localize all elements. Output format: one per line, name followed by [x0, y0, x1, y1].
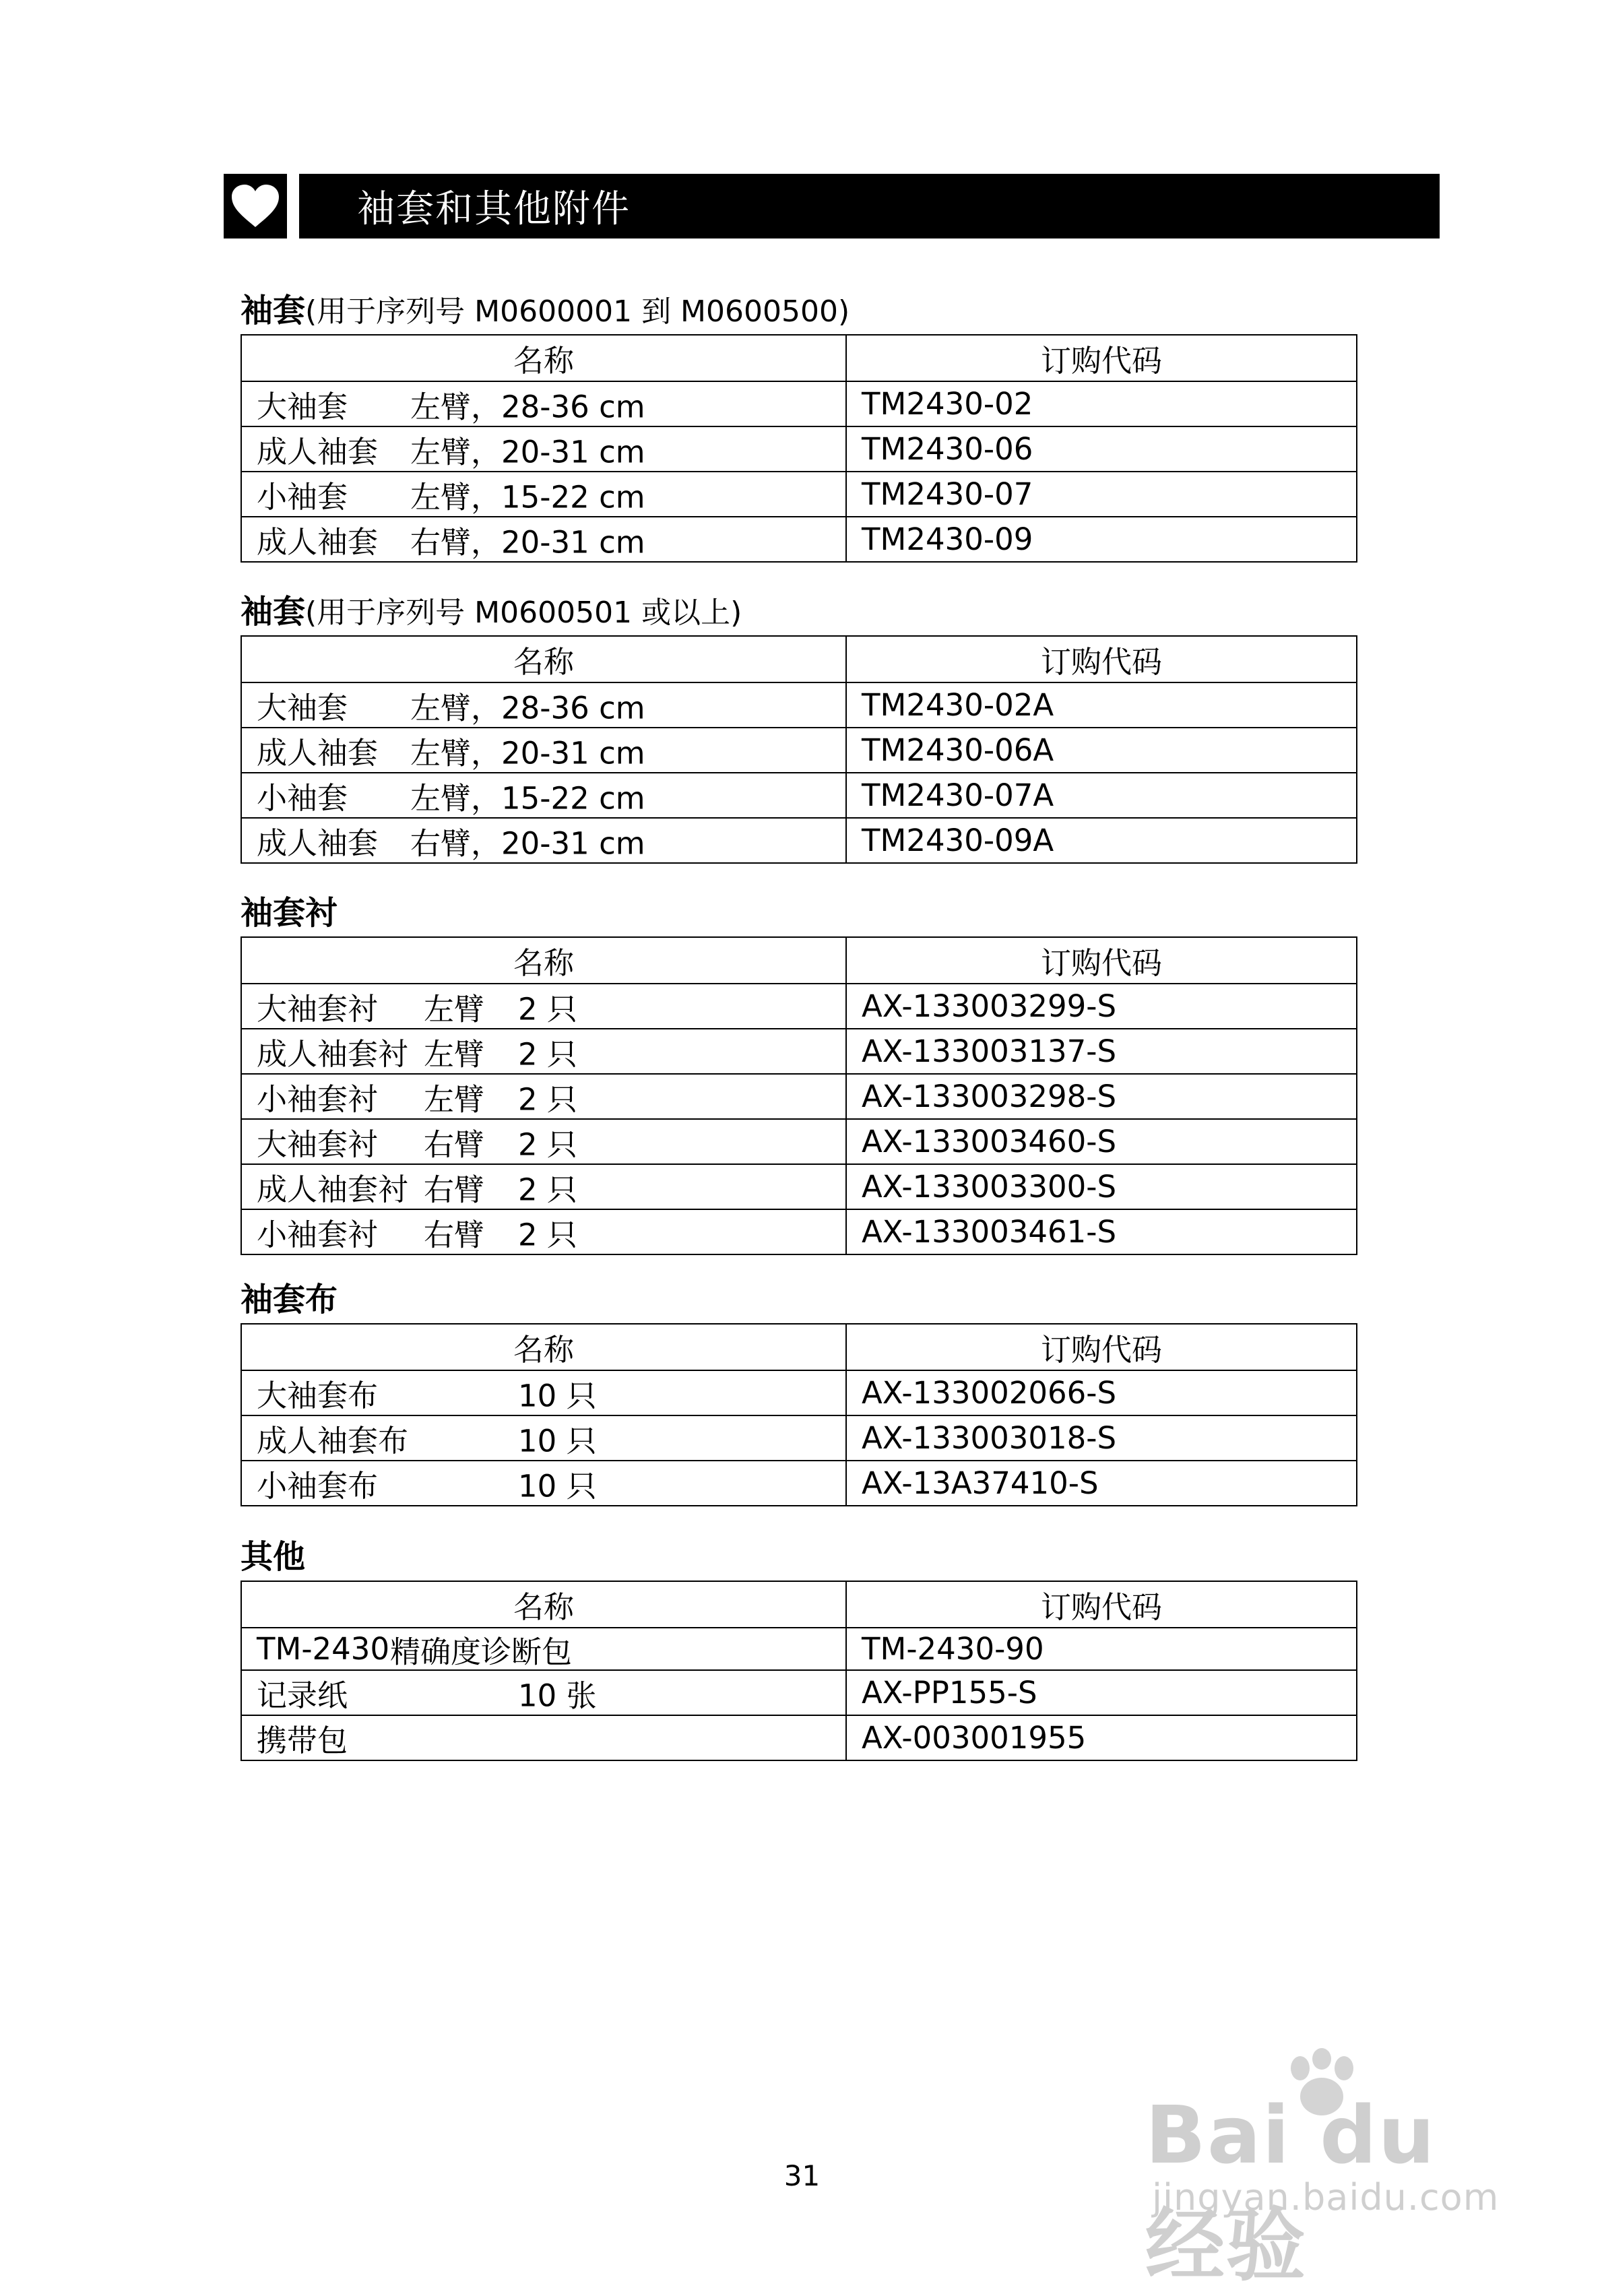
section-heading [224, 174, 1440, 238]
item-name-cell [241, 728, 846, 773]
item-name-cell [241, 1370, 846, 1415]
item-spec: 右臂 [424, 1126, 485, 1162]
order-code-cell: TM2430-02A [846, 682, 1357, 728]
table-row [241, 426, 1357, 472]
table-row [241, 1628, 1357, 1670]
item-spec: 左臂，15-22 cm [410, 479, 645, 515]
item-name: 成人袖套布 [257, 1423, 409, 1459]
item-spec: 左臂 [424, 991, 485, 1027]
item-quantity: 10 张 [518, 1678, 597, 1713]
item-quantity: 10 只 [518, 1423, 597, 1459]
item-name-cell [241, 472, 846, 517]
item-name: 大袖套布 [257, 1378, 379, 1413]
item-spec: 左臂 [424, 1081, 485, 1117]
header-order-code: 订购代码 [846, 937, 1357, 984]
table-row [241, 984, 1357, 1029]
item-name-cell [241, 682, 846, 728]
section-title-text: 袖套布 [240, 1281, 338, 1318]
section-title [240, 891, 1357, 935]
section-title-text: 其他 [240, 1538, 306, 1576]
section-title-text: 袖套 [240, 292, 306, 329]
item-name-cell [241, 426, 846, 472]
item-name-cell [241, 1209, 846, 1254]
item-name: 小袖套布 [257, 1468, 379, 1504]
header-name: 名称 [241, 335, 846, 381]
header-name: 名称 [241, 1324, 846, 1370]
item-quantity: 2 只 [518, 1126, 577, 1162]
table-header-row [241, 1324, 1357, 1370]
header-name: 名称 [241, 937, 846, 984]
item-name: 小袖套衬 [257, 1081, 379, 1117]
order-code-cell: TM2430-07A [846, 773, 1357, 818]
item-name: 记录纸 [257, 1678, 348, 1713]
table-row [241, 818, 1357, 863]
item-name: 成人袖套 [257, 434, 379, 470]
item-name-cell [241, 1628, 846, 1670]
table-row [241, 1074, 1357, 1119]
table-row [241, 1029, 1357, 1074]
header-name: 名称 [241, 636, 846, 682]
item-name-cell [241, 1415, 846, 1461]
table-header-row [241, 937, 1357, 984]
item-name: TM-2430 [257, 1631, 390, 1667]
section-note: (用于序列号 M0600501 或以上) [305, 596, 742, 630]
order-code-cell: TM2430-07 [846, 472, 1357, 517]
item-spec: 右臂 [424, 1172, 485, 1207]
watermark-logo: Bai du 经验 [1145, 2088, 1436, 2292]
item-name: 成人袖套 [257, 735, 379, 771]
table-row [241, 1370, 1357, 1415]
section-title-text: 袖套衬 [240, 894, 338, 932]
section-title [240, 1535, 1357, 1579]
item-spec: 左臂，28-36 cm [410, 389, 645, 424]
table-row [241, 1164, 1357, 1209]
order-code-cell: AX-133002066-S [846, 1370, 1357, 1415]
accessory-section [240, 1535, 1357, 1761]
item-spec: 左臂 [424, 1036, 485, 1072]
item-name: 成人袖套 [257, 825, 379, 861]
item-name: 大袖套 [257, 389, 348, 424]
order-code-table [240, 1581, 1357, 1761]
item-quantity: 2 只 [518, 1036, 577, 1072]
table-row [241, 682, 1357, 728]
item-name-cell [241, 1670, 846, 1715]
item-spec: 精确度诊断包 [390, 1634, 573, 1669]
section-title-text: 袖套 [240, 593, 306, 631]
item-name: 大袖套 [257, 690, 348, 726]
item-spec: 左臂，20-31 cm [410, 735, 645, 771]
order-code-cell: AX-133003299-S [846, 984, 1357, 1029]
order-code-cell: AX-133003460-S [846, 1119, 1357, 1164]
item-name-cell [241, 984, 846, 1029]
table-row [241, 381, 1357, 426]
baidu-watermark [1138, 2048, 1543, 2292]
order-code-cell: AX-133003018-S [846, 1415, 1357, 1461]
item-quantity: 2 只 [518, 991, 577, 1027]
item-name-cell [241, 1164, 846, 1209]
page-title: 袖套和其他附件 [299, 174, 1440, 238]
item-name: 携带包 [257, 1723, 348, 1758]
table-row [241, 1715, 1357, 1760]
item-name-cell [241, 1029, 846, 1074]
item-name-cell [241, 1715, 846, 1760]
section-title [240, 589, 1357, 634]
accessory-section [240, 589, 1357, 864]
order-code-cell: TM2430-09 [846, 517, 1357, 562]
table-row [241, 472, 1357, 517]
item-spec: 左臂，20-31 cm [410, 434, 645, 470]
table-header-row [241, 335, 1357, 381]
item-name-cell [241, 1461, 846, 1506]
section-title [240, 288, 1357, 333]
header-order-code: 订购代码 [846, 335, 1357, 381]
section-note: (用于序列号 M0600001 到 M0600500) [305, 294, 850, 329]
header-name: 名称 [241, 1581, 846, 1628]
item-name-cell [241, 517, 846, 562]
item-name-cell [241, 818, 846, 863]
table-row [241, 1119, 1357, 1164]
order-code-table [240, 635, 1357, 864]
item-name: 小袖套衬 [257, 1217, 379, 1252]
order-code-cell: AX-133003300-S [846, 1164, 1357, 1209]
section-title [240, 1277, 1357, 1322]
table-row [241, 1209, 1357, 1254]
header-order-code: 订购代码 [846, 1581, 1357, 1628]
order-code-cell: TM2430-06A [846, 728, 1357, 773]
table-row [241, 1670, 1357, 1715]
item-quantity: 2 只 [518, 1081, 577, 1117]
table-row [241, 728, 1357, 773]
item-spec: 右臂 [424, 1217, 485, 1252]
order-code-cell: TM2430-09A [846, 818, 1357, 863]
table-row [241, 773, 1357, 818]
item-quantity: 2 只 [518, 1172, 577, 1207]
order-code-cell: TM2430-06 [846, 426, 1357, 472]
order-code-cell: AX-13A37410-S [846, 1461, 1357, 1506]
item-name: 小袖套 [257, 479, 348, 515]
item-spec: 左臂，15-22 cm [410, 780, 645, 816]
item-name-cell [241, 773, 846, 818]
accessory-section [240, 891, 1357, 1255]
order-code-cell: AX-003001955 [846, 1715, 1357, 1760]
order-code-cell: TM2430-02 [846, 381, 1357, 426]
order-code-table [240, 1323, 1357, 1506]
accessory-section [240, 288, 1357, 563]
watermark-url: jingyan.baidu.com [1152, 2176, 1500, 2219]
item-quantity: 10 只 [518, 1378, 597, 1413]
page-number: 31 [783, 2159, 821, 2192]
heart-icon-box [224, 174, 287, 238]
item-quantity: 10 只 [518, 1468, 597, 1504]
item-spec: 左臂，28-36 cm [410, 690, 645, 726]
order-code-cell: AX-133003461-S [846, 1209, 1357, 1254]
item-name: 小袖套 [257, 780, 348, 816]
table-row [241, 1415, 1357, 1461]
item-name-cell [241, 1074, 846, 1119]
item-name: 大袖套衬 [257, 1126, 379, 1162]
item-spec: 右臂，20-31 cm [410, 524, 645, 560]
item-name: 成人袖套衬 [257, 1036, 409, 1072]
table-row [241, 1461, 1357, 1506]
item-name-cell [241, 381, 846, 426]
order-code-cell: AX-133003137-S [846, 1029, 1357, 1074]
item-spec: 右臂，20-31 cm [410, 825, 645, 861]
accessory-section [240, 1277, 1357, 1506]
order-code-table [240, 936, 1357, 1255]
item-name-cell [241, 1119, 846, 1164]
item-quantity: 2 只 [518, 1217, 577, 1252]
item-name: 成人袖套 [257, 524, 379, 560]
table-header-row [241, 1581, 1357, 1628]
item-name: 成人袖套衬 [257, 1172, 409, 1207]
table-header-row [241, 636, 1357, 682]
order-code-cell: AX-133003298-S [846, 1074, 1357, 1119]
header-order-code: 订购代码 [846, 1324, 1357, 1370]
header-order-code: 订购代码 [846, 636, 1357, 682]
order-code-cell: AX-PP155-S [846, 1670, 1357, 1715]
heart-icon [230, 184, 280, 228]
order-code-cell: TM-2430-90 [846, 1628, 1357, 1670]
table-row [241, 517, 1357, 562]
item-name: 大袖套衬 [257, 991, 379, 1027]
order-code-table [240, 334, 1357, 563]
